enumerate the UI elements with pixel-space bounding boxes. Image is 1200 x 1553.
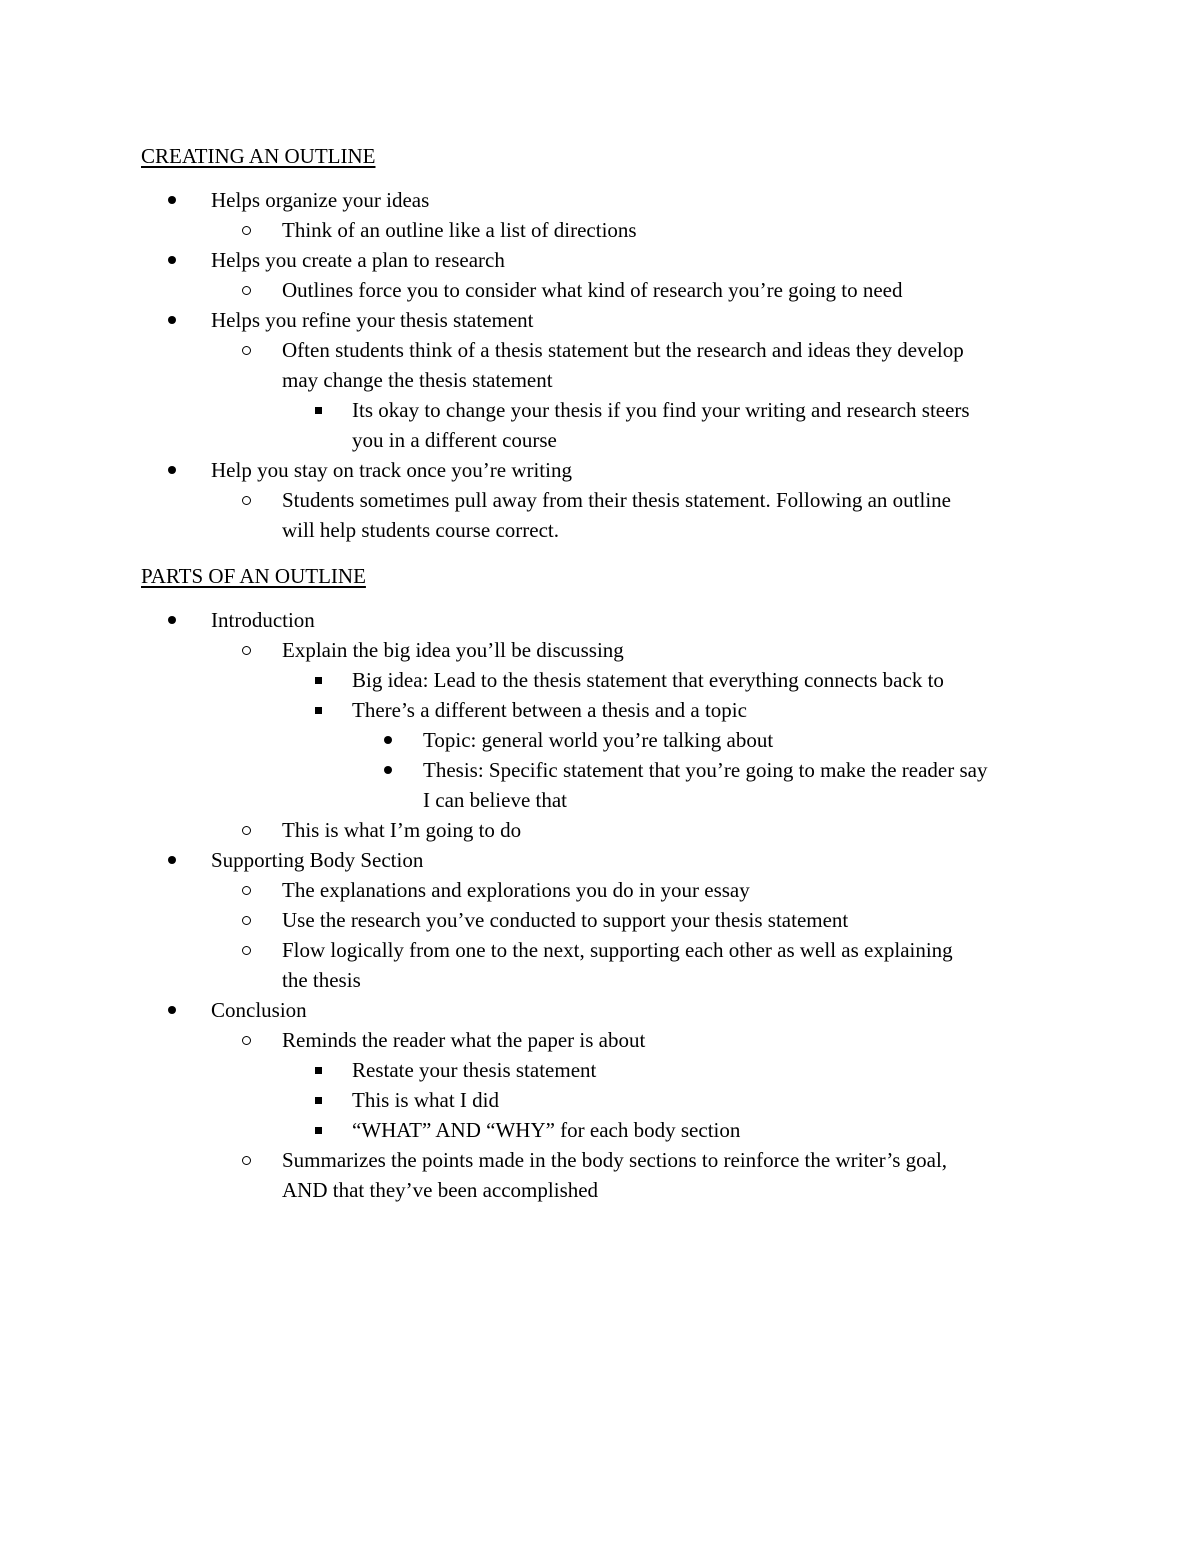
bullet-dot-icon — [382, 725, 394, 755]
bullet-circle-icon — [240, 1025, 252, 1055]
bullet-circle-icon — [240, 815, 252, 845]
list-item-text: Help you stay on track once you’re writing — [211, 458, 572, 482]
bullet-dot-icon — [166, 605, 178, 635]
list-item-text: Conclusion — [211, 998, 307, 1022]
bullet-dot-icon — [382, 755, 394, 785]
bullet-square-icon — [312, 665, 324, 695]
list-item-text: Helps you refine your thesis statement — [211, 308, 534, 332]
list-item-text: AND that they’ve been accomplished — [282, 1178, 599, 1202]
list-item-text: Helps you create a plan to research — [211, 248, 505, 272]
list-item-text: Restate your thesis statement — [352, 1058, 597, 1082]
bullet-circle-icon — [240, 905, 252, 935]
bullet-circle-icon — [240, 485, 252, 515]
list-item-text: Topic: general world you’re talking about — [423, 728, 774, 752]
list-item-text: Outlines force you to consider what kind of research you’re going to need — [282, 278, 903, 302]
bullet-dot-icon — [166, 185, 178, 215]
list-item-text: Explain the big idea you’ll be discussing — [282, 638, 624, 662]
list-item-text: Thesis: Specific statement that you’re going to make the reader say — [423, 758, 988, 782]
list-item-text: Flow logically from one to the next, supporting each other as well as explaining — [282, 938, 953, 962]
bullet-dot-icon — [166, 455, 178, 485]
bullet-square-icon — [312, 1115, 324, 1145]
list-item-text: Think of an outline like a list of directions — [282, 218, 637, 242]
list-item-text: Use the research you’ve conducted to support your thesis statement — [282, 908, 849, 932]
list-item-text: “WHAT” AND “WHY” for each body section — [352, 1118, 741, 1142]
list-item-text: There’s a different between a thesis and a topic — [352, 698, 747, 722]
list-item-text: you in a different course — [352, 428, 557, 452]
list-item-text: Often students think of a thesis statement but the research and ideas they develop — [282, 338, 964, 362]
list-item-text: the thesis — [282, 968, 361, 992]
bullet-circle-icon — [240, 635, 252, 665]
bullet-dot-icon — [166, 305, 178, 335]
list-item-text: This is what I did — [352, 1088, 499, 1112]
list-item-text: The explanations and explorations you do in your essay — [282, 878, 750, 902]
bullet-square-icon — [312, 395, 324, 425]
list-item-text: Big idea: Lead to the thesis statement that everything connects back to — [352, 668, 944, 692]
bullet-dot-icon — [166, 245, 178, 275]
section-heading: CREATING AN OUTLINE — [141, 144, 376, 168]
list-item-text: Its okay to change your thesis if you find your writing and research steers — [352, 398, 970, 422]
bullet-circle-icon — [240, 1145, 252, 1175]
bullet-circle-icon — [240, 275, 252, 305]
bullet-circle-icon — [240, 935, 252, 965]
list-item-text: Summarizes the points made in the body sections to reinforce the writer’s goal, — [282, 1148, 948, 1172]
bullet-square-icon — [312, 695, 324, 725]
bullet-dot-icon — [166, 995, 178, 1025]
list-item-text: I can believe that — [423, 788, 568, 812]
list-item-text: may change the thesis statement — [282, 368, 553, 392]
bullet-circle-icon — [240, 215, 252, 245]
bullet-square-icon — [312, 1055, 324, 1085]
list-item-text: Supporting Body Section — [211, 848, 424, 872]
list-item-text: Students sometimes pull away from their thesis statement. Following an outline — [282, 488, 951, 512]
list-item-text: Helps organize your ideas — [211, 188, 430, 212]
bullet-square-icon — [312, 1085, 324, 1115]
list-item-text: Introduction — [211, 608, 315, 632]
section-heading: PARTS OF AN OUTLINE — [141, 564, 366, 588]
list-item-text: Reminds the reader what the paper is about — [282, 1028, 646, 1052]
list-item-text: This is what I’m going to do — [282, 818, 522, 842]
bullet-dot-icon — [166, 845, 178, 875]
bullet-circle-icon — [240, 335, 252, 365]
list-item-text: will help students course correct. — [282, 518, 559, 542]
bullet-circle-icon — [240, 875, 252, 905]
